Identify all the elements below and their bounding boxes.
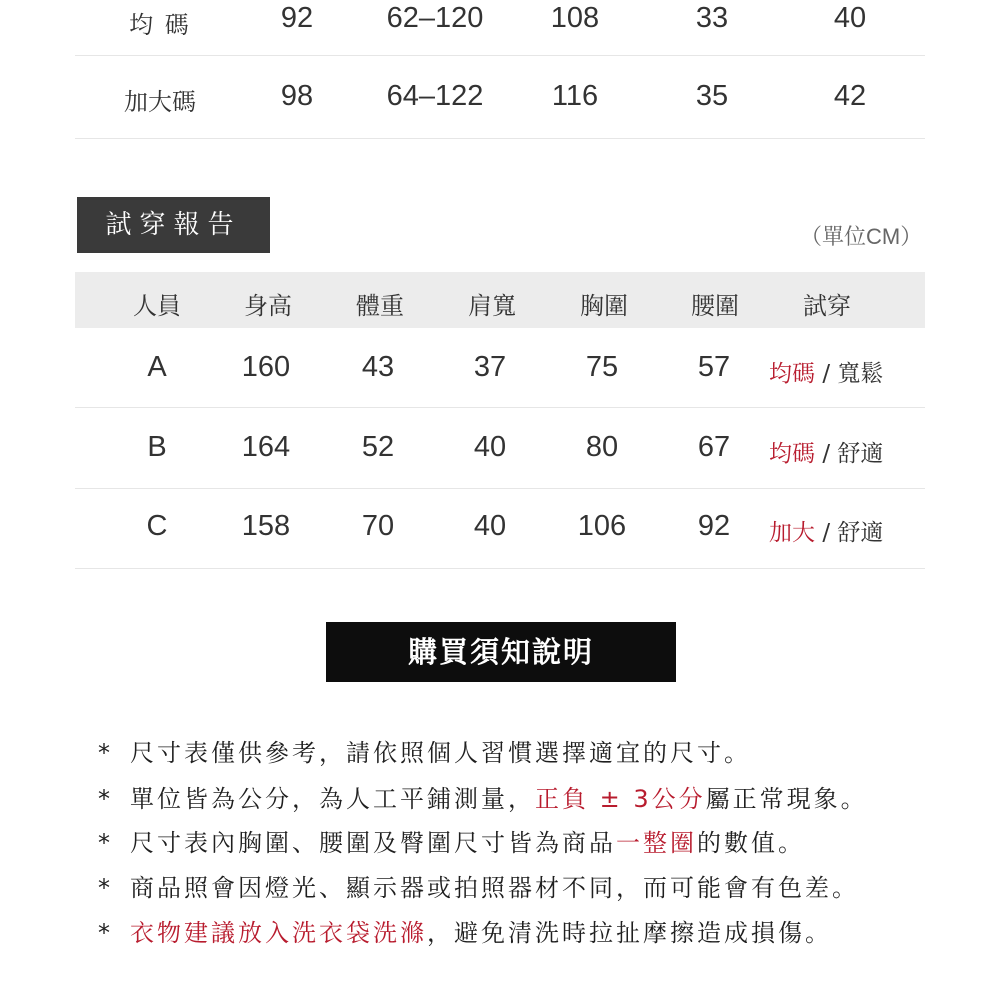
- fit-waist: 92: [697, 510, 731, 542]
- size-row: [75, 80, 925, 120]
- header-height: 身高: [244, 292, 292, 320]
- bullet: *: [98, 785, 110, 813]
- fit-size: 加大: [769, 520, 815, 546]
- header-bust: 胸圍: [580, 292, 628, 320]
- fit-shoulder: 40: [473, 431, 507, 463]
- fit-feel: 寬鬆: [837, 361, 884, 387]
- divider: [75, 138, 925, 139]
- fit-row: [75, 510, 925, 550]
- size-col4: 35: [695, 80, 729, 112]
- unit-label: （單位CM）: [800, 224, 923, 249]
- notice-banner: 購買須知說明: [326, 622, 676, 682]
- divider: [75, 568, 925, 569]
- fit-bust: 75: [585, 351, 619, 383]
- notice-text: 單位皆為公分，為人工平鋪測量，: [130, 785, 535, 813]
- size-waist: 62–120: [386, 2, 484, 34]
- fit-result: [769, 514, 883, 547]
- notice-text: 的數值。: [697, 829, 805, 857]
- bullet: *: [98, 874, 110, 902]
- bullet: *: [98, 919, 110, 947]
- divider: [75, 407, 925, 408]
- fit-feel: 舒適: [837, 441, 884, 467]
- size-waist: 64–122: [386, 80, 484, 112]
- notice-item: [98, 913, 832, 948]
- fit-waist: 67: [697, 431, 731, 463]
- fit-feel: 舒適: [837, 520, 884, 546]
- notice-text: 商品照會因燈光、顯示器或拍照器材不同，而可能會有色差。: [130, 874, 859, 902]
- notice-item: [98, 779, 868, 814]
- header-waist: 腰圍: [691, 292, 739, 320]
- notice-item: [98, 868, 859, 903]
- fit-table-header: [75, 272, 925, 328]
- fit-weight: 43: [361, 351, 395, 383]
- fit-result: [769, 435, 883, 468]
- fit-row: [75, 431, 925, 471]
- fit-bust: 80: [585, 431, 619, 463]
- size-col4: 33: [695, 2, 729, 34]
- fit-separator: /: [822, 441, 831, 467]
- notice-text: ，避免清洗時拉扯摩擦造成損傷。: [427, 919, 832, 947]
- size-hip: 116: [551, 80, 599, 112]
- notice-highlight: 正負 ± 3公分: [535, 785, 706, 813]
- fit-person: A: [147, 351, 167, 383]
- fit-size: 均碼: [769, 361, 815, 387]
- fit-height: 164: [241, 431, 291, 463]
- fit-row: [75, 351, 925, 391]
- fit-weight: 52: [361, 431, 395, 463]
- size-bust: 98: [280, 80, 314, 112]
- fit-height: 158: [241, 510, 291, 542]
- notice-text: 尺寸表內胸圍、腰圍及臀圍尺寸皆為商品: [130, 829, 616, 857]
- size-label: 均 碼: [129, 11, 191, 39]
- size-hip: 108: [550, 2, 600, 34]
- fit-bust: 106: [577, 510, 627, 542]
- fit-height: 160: [241, 351, 291, 383]
- divider: [75, 488, 925, 489]
- fit-person: B: [147, 431, 167, 463]
- size-row: [75, 2, 925, 42]
- notice-text: 屬正常現象。: [705, 785, 868, 813]
- fit-result: [769, 355, 883, 388]
- fit-waist: 57: [697, 351, 731, 383]
- notice-highlight: 一整圈: [616, 829, 697, 857]
- size-label: 加大碼: [124, 88, 196, 116]
- fit-person: C: [146, 510, 168, 542]
- fit-report-title: 試穿報告: [77, 197, 270, 253]
- size-bust: 92: [280, 2, 314, 34]
- notice-item: [98, 823, 805, 858]
- notice-highlight: 衣物建議放入洗衣袋洗滌: [130, 919, 427, 947]
- notice-text: 尺寸表僅供參考，請依照個人習慣選擇適宜的尺寸。: [130, 739, 751, 767]
- bullet: *: [98, 739, 110, 767]
- fit-separator: /: [822, 520, 831, 546]
- fit-separator: /: [822, 361, 831, 387]
- fit-weight: 70: [361, 510, 395, 542]
- header-person: 人員: [133, 292, 181, 320]
- notice-item: [98, 733, 751, 768]
- fit-shoulder: 37: [473, 351, 507, 383]
- header-shoulder: 肩寬: [468, 292, 516, 320]
- header-fit: 試穿: [803, 292, 851, 320]
- fit-size: 均碼: [769, 441, 815, 467]
- size-col5: 40: [833, 2, 867, 34]
- divider: [75, 55, 925, 56]
- header-weight: 體重: [356, 292, 404, 320]
- size-col5: 42: [833, 80, 867, 112]
- fit-shoulder: 40: [473, 510, 507, 542]
- bullet: *: [98, 829, 110, 857]
